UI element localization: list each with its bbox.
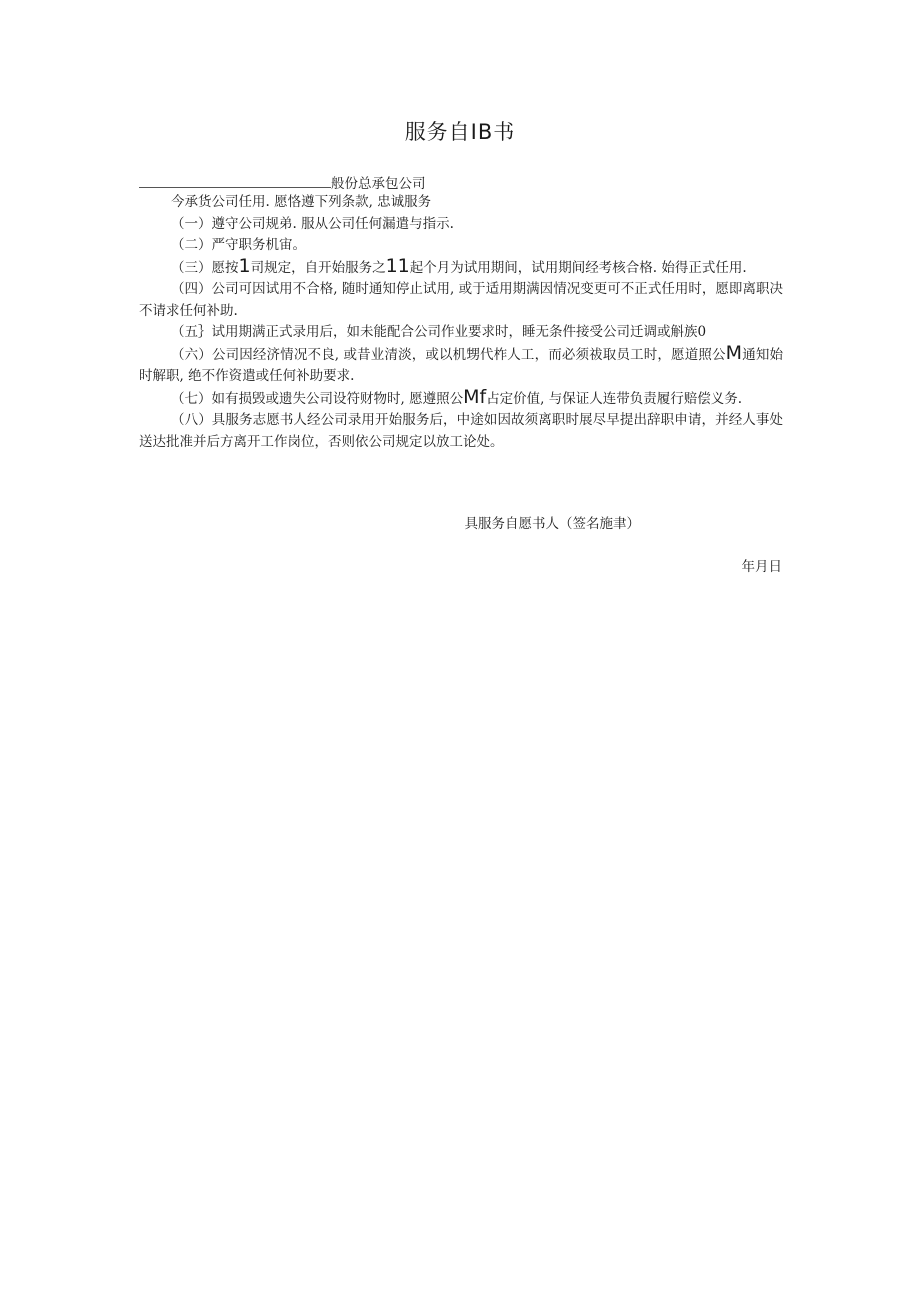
clause-3 [139, 254, 783, 280]
clause-4: （四）公司可因试用不合格, 随时通知停止试用, 或于适用期满因情况变更可不正式任用时，愿即离职决不请求任何补助. [139, 281, 783, 319]
clause-2: （二）严守职务机宙。 [171, 237, 306, 253]
clause-3-part-c: 司规定，自开始服务之 [250, 259, 386, 276]
date-line: 年月日 [741, 559, 782, 575]
document-title: 服务自IB书 [404, 120, 516, 144]
clause-5: （五｝试用期满正式录用后，如未能配合公司作业要求时，睡无条件接受公司迁调或斛族0 [171, 324, 707, 340]
document-body [139, 192, 783, 453]
clause-8: （八）具服务志愿书人经公司录用开始服务后，中途如因故须离职时展尽早提出辞职申请，并经人事处送达批准并后方离开工作岗位，否则依公司规定以放工论处。 [139, 412, 783, 450]
clause-3-glyph-2: 11 [385, 254, 410, 277]
clause-6 [139, 341, 783, 388]
clause-6-part-c: 通知始时解职, 绝不作资遣或任何补助要求. [139, 346, 783, 384]
intro-paragraph: 今承货公司任用. 愿恪遵下列条款, 忠诚服务 [171, 194, 432, 210]
clause-1: （一）遵守公司规弟. 服从公司任何漏遣与指示. [171, 215, 454, 232]
clause-7 [139, 385, 783, 411]
clause-6-part-a: （六）公司因经济情况不良, 或昔业清淡，或以机甥代柞人工，而必须祓取员工时，愿道照公 [171, 346, 726, 363]
signature-line: 具服务自愿书人（签名施聿） [464, 516, 640, 532]
blank-underline [139, 175, 331, 188]
clause-7-part-c: 占定价值, 与保证人连带负责履行赔偿义务. [486, 390, 743, 407]
addressee-line [139, 172, 426, 192]
clause-6-glyph: M [725, 341, 743, 364]
clause-3-part-e: 起个月为试用期间，试用期间经考核合格. 始得正式任用. [409, 259, 747, 276]
company-name: 般份总承包公司 [331, 176, 426, 192]
clause-7-part-a: （七）如有损毁或遗失公司设符财物时, 愿遵照公 [171, 390, 464, 407]
clause-3-part-a: （三）愿按 [171, 259, 239, 276]
clause-3-glyph-1: 1 [238, 254, 251, 277]
clause-7-glyph: Mf [463, 385, 487, 408]
